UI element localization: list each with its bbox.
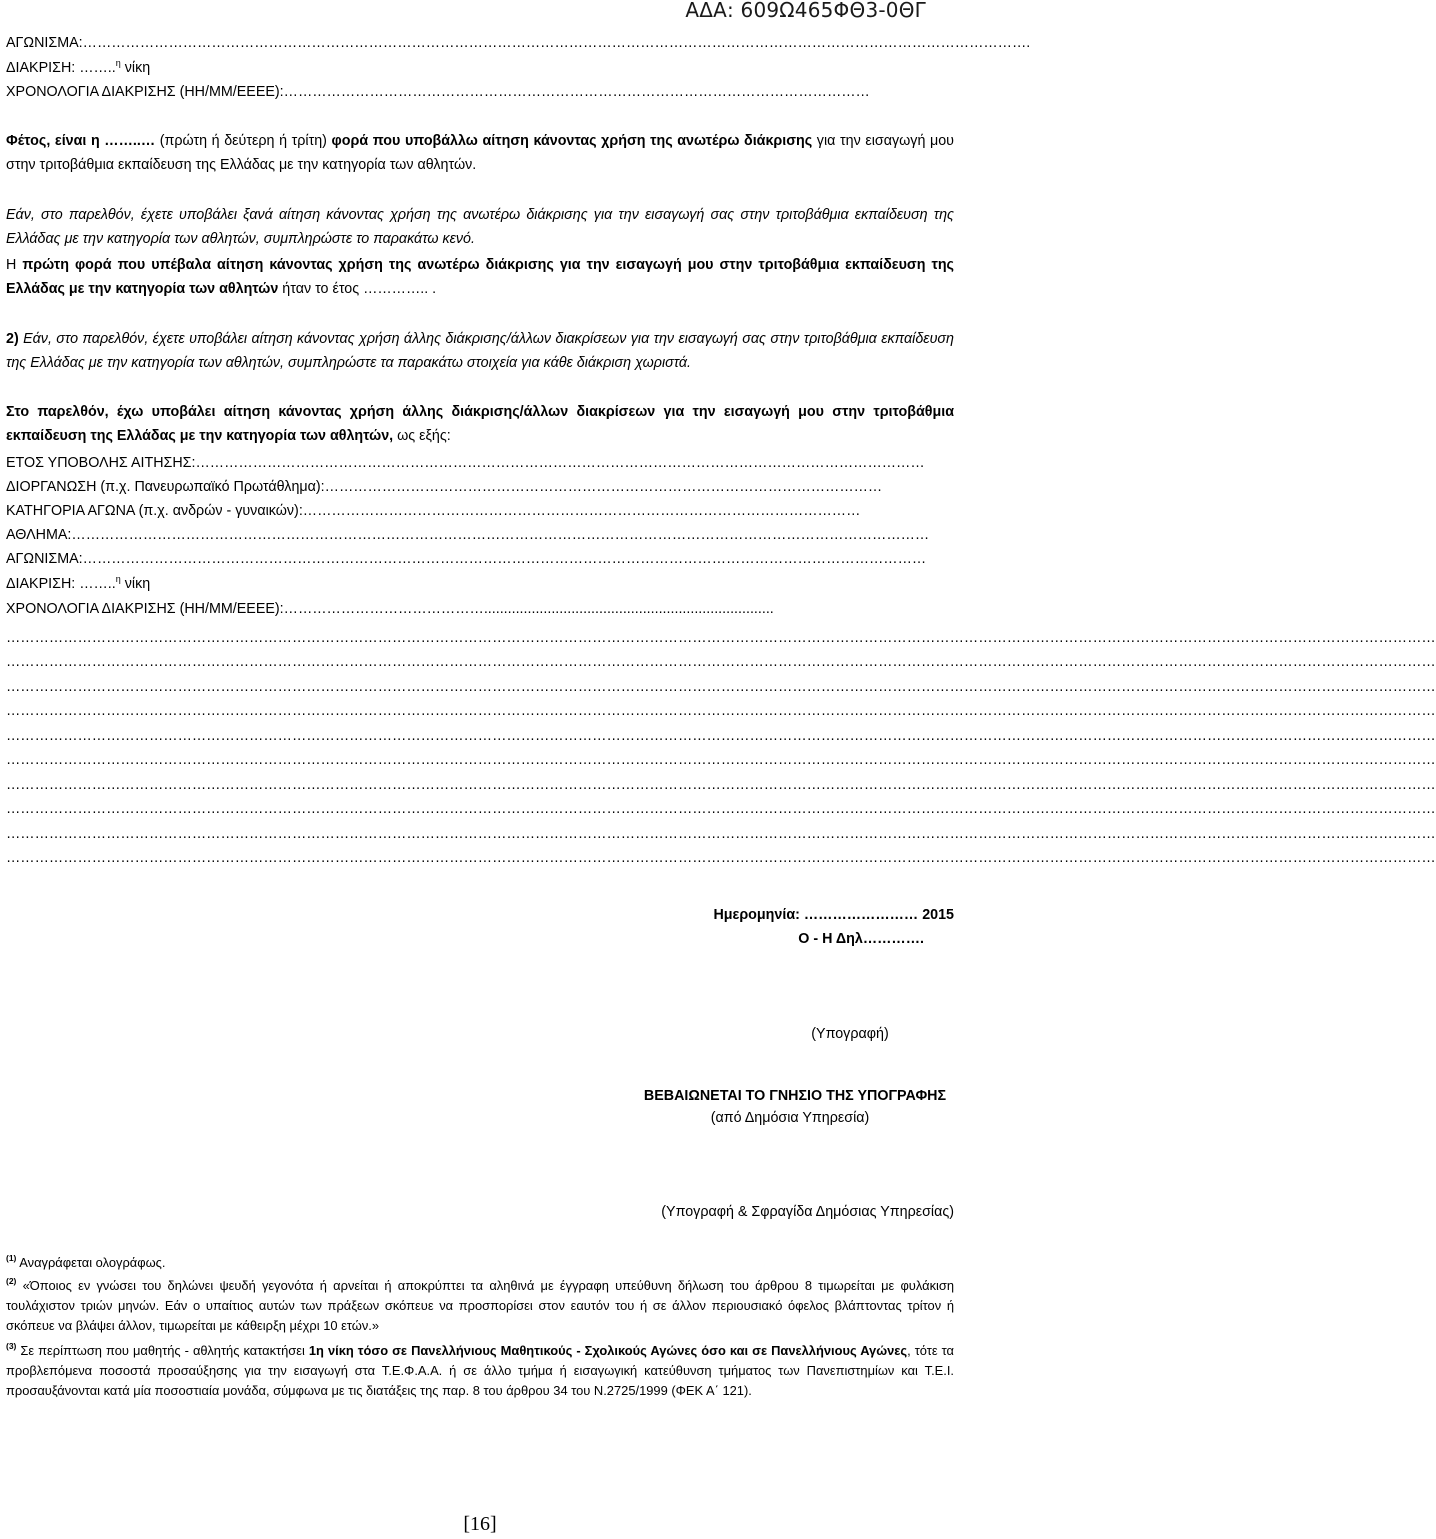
blank-line: …………………………………………………………………………………………………………………………………………………………………………………………………………………………………………………………………………	[6, 728, 1436, 744]
footnote-2-mark: (2)	[6, 1276, 17, 1286]
blank-line: …………………………………………………………………………………………………………………………………………………………………………………………………………………………………………………………………………	[6, 654, 1436, 670]
katigoria-field	[6, 501, 954, 521]
proti-part5: ήταν το έτος ………….. .	[278, 280, 437, 297]
chronologia-field	[6, 82, 954, 102]
chronologia2-field	[6, 599, 954, 619]
footnote-1-text: Αναγράφεται ολογράφως.	[16, 1255, 166, 1270]
section2-number: 2)	[6, 331, 24, 347]
date-line: Ημερομηνία: …………………… 2015	[713, 907, 954, 923]
stamp-caption: (Υπογραφή & Σφραγίδα Δημόσιας Υπηρεσίας)	[661, 1204, 954, 1220]
diakrisi2-label: ΔΙΑΚΡΙΣΗ: ……..	[6, 576, 116, 592]
blank-line: …………………………………………………………………………………………………………………………………………………………………………………………………………………………………………………………………………	[6, 679, 1436, 695]
section2-tail: ως εξής:	[393, 427, 451, 444]
proti-part4: υπέβαλα αίτηση κάνοντας χρήση της ανωτέρω διάκρισης για την εισαγωγή μου στην τριτοβάθμια εκπαίδευση της Ελλάδας με την κατηγορία των αθλητών	[6, 257, 954, 297]
diakrisi-sup: η	[115, 58, 121, 68]
field-label: ΔΙΟΡΓΑΝΩΣΗ (π.χ. Πανευρωπαϊκό Πρωτάθλημα):	[6, 479, 325, 495]
proti-part1: Η	[6, 257, 23, 273]
diakrisi-label: ΔΙΑΚΡΙΣΗ: ……..	[6, 60, 116, 76]
fetos-part3: φορά που υποβάλλω αίτηση κάνοντας χρήση της ανωτέρω διάκρισης	[331, 133, 813, 149]
blank-line: …………………………………………………………………………………………………………………………………………………………………………………………………………………………………………………………………………	[6, 703, 1436, 719]
field-label: ΚΑΤΗΓΟΡΙΑ ΑΓΩΝΑ (π.χ. ανδρών - γυναικών):	[6, 503, 303, 519]
field-blank: ………………………………………………………………………………………………………………………………………	[195, 455, 925, 471]
chronologia2-blank: …………………………………….........................................................................	[283, 601, 774, 617]
section2-instructions	[6, 328, 954, 375]
section2-italic: Εάν, στο παρελθόν, έχετε υποβάλει αίτηση κάνοντας χρήση άλλης διάκρισης/άλλων διακρίσεων για την εισαγωγή σας στην τριτοβάθμια εκπαίδευση της Ελλάδας με την κατηγορία των αθλητών, συμπληρώστε τα παρακάτω στοιχεία για κάθε διάκριση χωριστά.	[6, 331, 954, 371]
field-blank: ………………………………………………………………………………………………………	[302, 503, 861, 519]
signature-caption: (Υπογραφή)	[811, 1026, 889, 1042]
diakrisi2-field	[6, 574, 954, 594]
footnote-3	[6, 1341, 954, 1401]
etos-field	[6, 453, 954, 473]
footnote-3-text-a: Σε περίπτωση που μαθητής - αθλητής κατακτήσει	[16, 1343, 309, 1358]
public-service-note: (από Δημόσια Υπηρεσία)	[710, 1110, 870, 1126]
field-blank: ……………………………………………………………………………………………………………………………………………………………	[82, 551, 927, 567]
fetos-part1: Φέτος, είναι η ……..…	[6, 133, 160, 149]
footnote-1	[6, 1253, 954, 1273]
footnote-1-mark: (1)	[6, 1253, 17, 1263]
blank-line: …………………………………………………………………………………………………………………………………………………………………………………………………………………………………………………………………………	[6, 752, 1436, 768]
field-label: ΑΘΛΗΜΑ:	[6, 527, 72, 543]
proti-fora-paragraph	[6, 254, 954, 301]
fetos-part2: (πρώτη ή δεύτερη ή τρίτη)	[159, 133, 332, 149]
chronologia-blank: ……………………………………………………………………………………………………………	[283, 84, 870, 100]
fetos-paragraph	[6, 130, 954, 177]
diakrisi-suffix: νίκη	[120, 60, 151, 76]
agonisma-label: ΑΓΩΝΙΣΜΑ:	[6, 35, 83, 51]
field-blank: ………………………………………………………………………………………………………	[324, 479, 883, 495]
athlima-field	[6, 525, 954, 545]
blank-line: …………………………………………………………………………………………………………………………………………………………………………………………………………………………………………………………………………	[6, 630, 1436, 646]
footnote-3-mark: (3)	[6, 1341, 17, 1351]
blank-line: …………………………………………………………………………………………………………………………………………………………………………………………………………………………………………………………………………	[6, 801, 1436, 817]
fetos-part4: για την εισαγωγή μου στην τριτοβάθμια εκπαίδευση της Ελλάδας με την κατηγορία των αθλητών.	[6, 133, 954, 173]
field-blank: ………………………………………………………………………………………………………………………………………………………………	[71, 527, 930, 543]
field-label: ΑΓΩΝΙΣΜΑ:	[6, 551, 83, 567]
ean-paragraph: Εάν, στο παρελθόν, έχετε υποβάλει ξανά αίτηση κάνοντας χρήση της ανωτέρω διάκρισης για την εισαγωγή σας στην τριτοβάθμια εκπαίδευση της Ελλάδας με την κατηγορία των αθλητών, συμπληρώστε το παρακάτω κενό.	[6, 207, 954, 247]
footnote-2	[6, 1276, 954, 1336]
agonisma-blank: ……………………………………………………………………………………………………………………………………………………………………………….	[82, 35, 1031, 51]
diakrisi2-suffix: νίκη	[120, 576, 151, 592]
ada-header: ΑΔΑ: 609Ω465ΦΘ3-0ΘΓ	[685, 0, 926, 22]
certification-heading: ΒΕΒΑΙΩΝΕΤΑΙ ΤΟ ΓΝΗΣΙΟ ΤΗΣ ΥΠΟΓΡΑΦΗΣ	[643, 1088, 947, 1104]
section2-bold: Στο παρελθόν, έχω υποβάλει αίτηση κάνοντας χρήση άλλης διάκρισης/άλλων διακρίσεων για την εισαγωγή μου στην τριτοβάθμια εκπαίδευση της Ελλάδας με την κατηγορία των αθλητών,	[6, 404, 954, 444]
field-label: ΕΤΟΣ ΥΠΟΒΟΛΗΣ ΑΙΤΗΣΗΣ:	[6, 455, 196, 471]
chronologia-label: ΧΡΟΝΟΛΟΓΙΑ ΔΙΑΚΡΙΣΗΣ (ΗΗ/ΜΜ/ΕΕΕΕ):	[6, 84, 284, 100]
agonisma2-field	[6, 549, 954, 569]
diorganosi-field	[6, 477, 954, 497]
footnote-3-text-b: 1η νίκη τόσο σε Πανελλήνιους Μαθητικούς - Σχολικούς Αγώνες όσο και σε Πανελλήνιους Αγώνες	[308, 1343, 908, 1358]
proti-part2: πρώτη φορά	[22, 257, 112, 273]
footnote-3-text-c: , τότε τα προβλεπόμενα ποσοστά προσαύξησης για την εισαγωγή στα Τ.Ε.Φ.Α.Α. ή σε άλλο τμήμα ή εισαγωγική κατεύθυνση τμήματος των Πανεπιστημίων και Τ.Ε.Ι. προσαυξάνονται κατά μία ποσοστιαία μονάδα, σύμφωνα με τις διατάξεις της παρ. 8 του άρθρου 34 του Ν.2725/1999 (ΦΕΚ Α΄ 121).	[6, 1343, 954, 1398]
blank-line: …………………………………………………………………………………………………………………………………………………………………………………………………………………………………………………………………………	[6, 777, 1436, 793]
blank-line: …………………………………………………………………………………………………………………………………………………………………………………………………………………………………………………………………………	[6, 850, 1436, 866]
diakrisi2-sup: η	[115, 574, 121, 584]
declarant-line: Ο - Η Δηλ………….	[798, 931, 924, 947]
section2-statement	[6, 401, 954, 448]
blank-line: …………………………………………………………………………………………………………………………………………………………………………………………………………………………………………………………………………	[6, 826, 1436, 842]
agonisma-field	[6, 33, 1031, 53]
chronologia2-label: ΧΡΟΝΟΛΟΓΙΑ ΔΙΑΚΡΙΣΗΣ (ΗΗ/ΜΜ/ΕΕΕΕ):	[6, 601, 284, 617]
proti-part3: που	[111, 257, 152, 273]
footnote-2-text: «Όποιος εν γνώσει του δηλώνει ψευδή γεγονότα ή αρνείται ή αποκρύπτει τα αληθινά με έγγραφη υπεύθυνη δήλωση του άρθρου 8 τιμωρείται με φυλάκιση τουλάχιστον τριών μηνών. Εάν ο υπαίτιος αυτών των πράξεων σκόπευε να προσπορίσει στον εαυτόν του ή σε άλλον περιουσιακό όφελος βλάπτοντας τρίτον ή σκόπευε να βλάψει άλλον, τιμωρείται με κάθειρξη μέχρι 10 ετών.»	[6, 1278, 954, 1333]
diakrisi-field	[6, 58, 954, 78]
page-number: [16]	[463, 1513, 497, 1535]
